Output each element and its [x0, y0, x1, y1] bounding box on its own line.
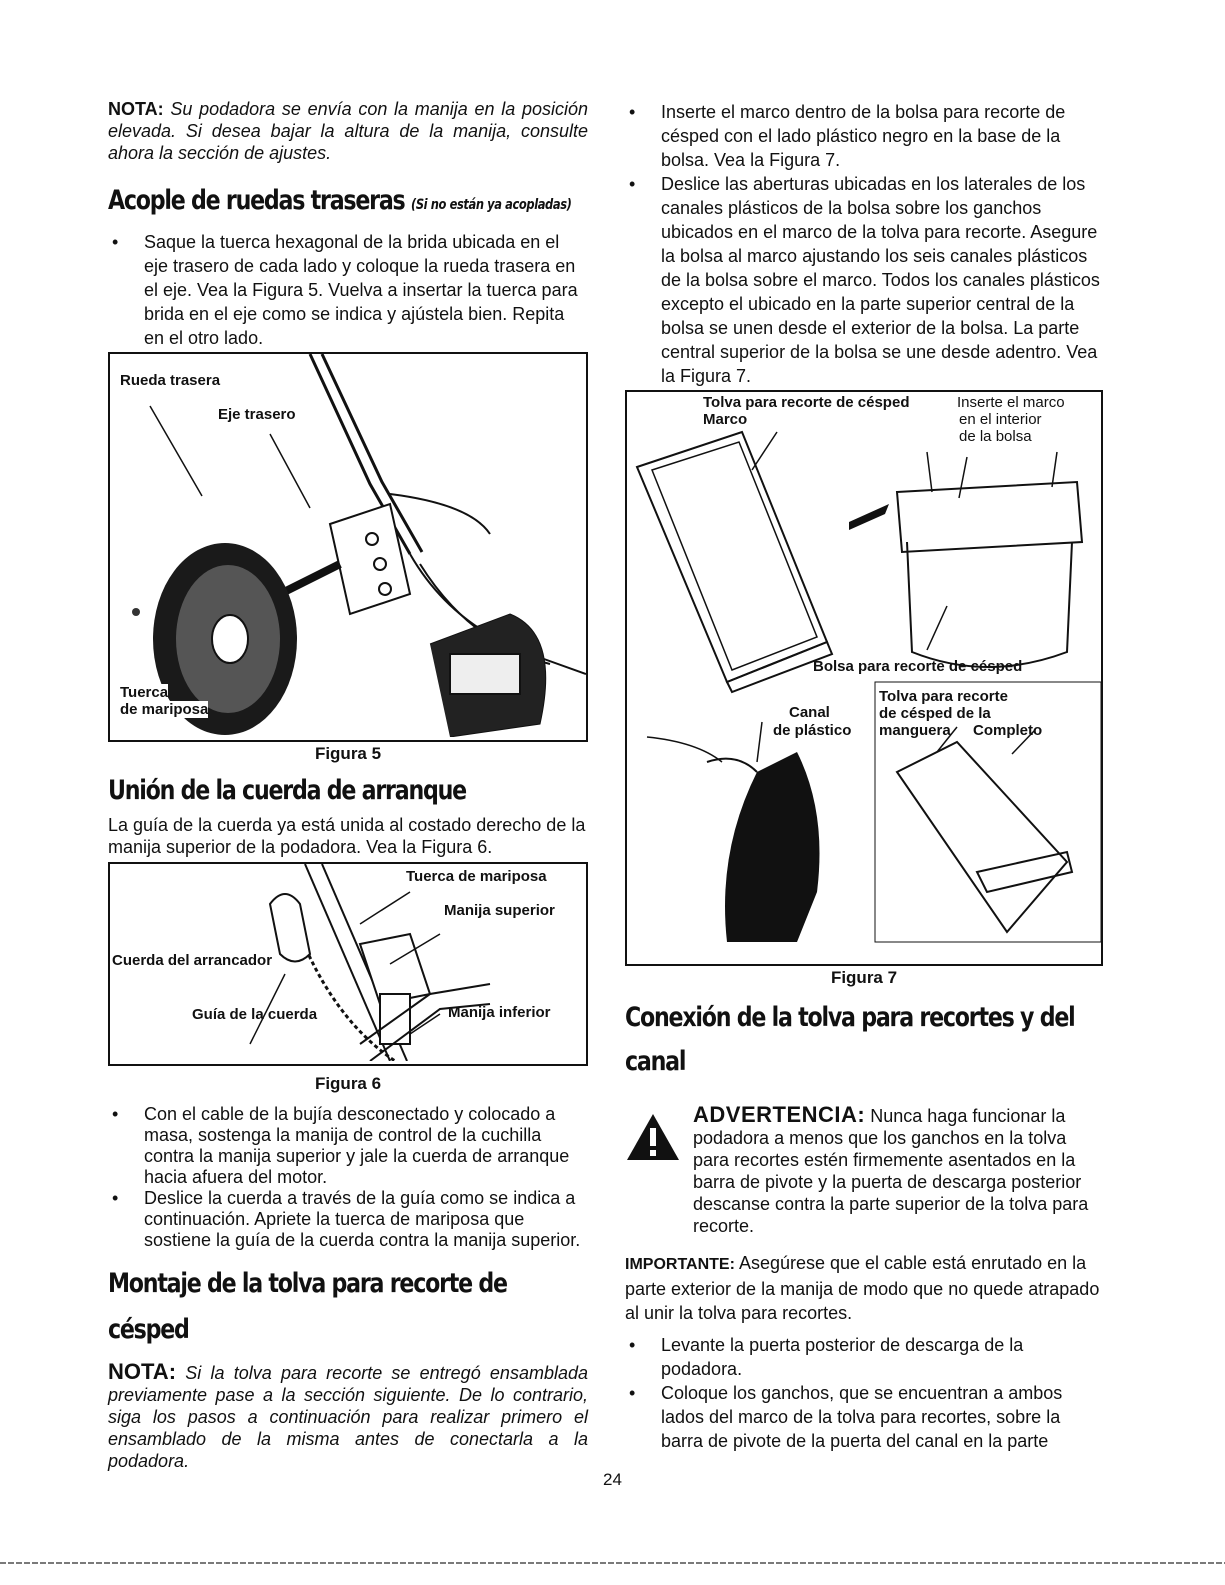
- label-tuerca: Tuerca: [120, 684, 169, 701]
- list-item: • Saque la tuerca hexagonal de la brida ubicada en el eje trasero de cada lado y coloque la rueda trasera en el eje. Vea la Figura 5. Vuelva a insertar la tuerca para brida en el eje como se indica y ajústela bien. Repita en el otro lado.: [108, 230, 588, 350]
- heading-rear-wheels-note: (Si no están ya acopladas): [410, 197, 572, 213]
- list-item: • Levante la puerta posterior de descarga de la podadora.: [625, 1333, 1103, 1381]
- label-bolsa-recorte: Bolsa para recorte de césped: [813, 658, 1023, 675]
- figure-7: [625, 390, 1103, 966]
- list-item: • Inserte el marco dentro de la bolsa para recorte de césped con el lado plástico negro en la base de la bolsa. Vea la Figura 7.: [625, 100, 1103, 172]
- starter-rope-steps: [108, 1104, 588, 1251]
- bag-illustration: [627, 392, 1101, 961]
- label-manguera: manguera: [879, 722, 951, 739]
- list-item: • Con el cable de la bujía desconectado y colocado a masa, sostenga la manija de control de la cuchilla contra la manija superior y jale la cuerda de arranque hacia afuera del motor.: [108, 1104, 588, 1188]
- importante-note: [625, 1251, 1103, 1325]
- list-item: • Deslice las aberturas ubicadas en los laterales de los canales plásticos de la bolsa sobre los ganchos ubicados en el marco de la tolva para recorte. Asegure la bolsa al marco ajustando los seis canales plásticos de la bolsa sobre el marco. Todos los canales plásticos excepto el ubicado en la parte superior central de la bolsa se unen desde el exterior de la bolsa. La parte central superior de la bolsa se une desde adentro. Vea la Figura 7.: [625, 172, 1103, 388]
- label-tuerca-mariposa: Tuerca de mariposa: [406, 868, 547, 885]
- bag-steps: [625, 100, 1103, 388]
- warning-triangle-icon: [625, 1112, 681, 1162]
- chute-steps: [625, 1333, 1103, 1453]
- figure-6: [108, 862, 588, 1066]
- label-cuerda-arrancador: Cuerda del arrancador: [112, 952, 273, 969]
- label-inserte-marco: Inserte el marco: [957, 394, 1065, 411]
- rear-wheels-steps: [108, 230, 588, 350]
- label-tolva-recorte: Tolva para recorte de césped: [703, 394, 910, 411]
- figure-5-caption: Figura 5: [314, 744, 382, 763]
- label-manija-inferior: Manija inferior: [448, 1004, 551, 1021]
- warning-block: [625, 1104, 1103, 1237]
- importante-text: Asegúrese que el cable está enrutado en la parte exterior de la manija de modo que no quede atrapado al unir la tolva para recortes.: [625, 1253, 1100, 1323]
- label-marco: Marco: [703, 411, 748, 428]
- nota-bag: [108, 1361, 588, 1472]
- heading-starter-rope: Unión de la cuerda de arranque: [108, 775, 466, 806]
- label-de-la-bolsa: de la bolsa: [959, 428, 1032, 445]
- label-eje-trasero: Eje trasero: [218, 406, 296, 423]
- figure-5: [108, 352, 588, 742]
- heading-rear-wheels-text: Acople de ruedas traseras: [108, 185, 405, 216]
- left-column: [108, 98, 588, 1472]
- label-tolva-recorte-2: Tolva para recorte: [879, 688, 1008, 705]
- figure-7-caption: Figura 7: [830, 968, 898, 987]
- label-de-plastico: de plástico: [773, 722, 852, 739]
- page-number: 24: [603, 1470, 622, 1489]
- label-de-mariposa: de mariposa: [120, 701, 209, 718]
- heading-chute-connection: Conexión de la tolva para recortes y del canal: [625, 1002, 1075, 1077]
- nota-text: Su podadora se envía con la manija en la posición elevada. Si desea bajar la altura de la manija, consulte ahora la sección de ajustes.: [108, 99, 588, 163]
- label-en-interior: en el interior: [959, 411, 1042, 428]
- label-de-cesped-de-la: de césped de la: [879, 705, 991, 722]
- bottom-rule: [0, 1562, 1225, 1564]
- list-item: • Deslice la cuerda a través de la guía como se indica a continuación. Apriete la tuerca de mariposa que sostiene la guía de la cuerda contra la manija superior.: [108, 1188, 588, 1251]
- right-column: [625, 98, 1103, 1453]
- importante-label: IMPORTANTE:: [625, 1256, 735, 1273]
- label-completo: Completo: [973, 722, 1043, 739]
- label-canal: Canal: [789, 704, 830, 721]
- heading-rear-wheels: [108, 178, 572, 228]
- nota-label: NOTA:: [108, 1359, 177, 1384]
- label-guia-cuerda: Guía de la cuerda: [192, 1006, 318, 1023]
- list-item: • Coloque los ganchos, que se encuentran a ambos lados del marco de la tolva para recortes, sobre la barra de pivote de la puerta del canal en la parte: [625, 1381, 1103, 1453]
- heading-bag-assembly: Montaje de la tolva para recorte de césped: [108, 1268, 507, 1345]
- warning-text: Nunca haga funcionar la podadora a menos que los ganchos en la tolva para recortes estén firmemente asentados en la barra de pivote y la puerta de descarga posterior descanse contra la parte superior de la tolva para recorte.: [693, 1106, 1089, 1236]
- label-manija-superior: Manija superior: [444, 902, 555, 919]
- nota-handle: [108, 98, 588, 164]
- warning-title: ADVERTENCIA:: [693, 1102, 866, 1127]
- figure-6-caption: Figura 6: [314, 1074, 382, 1093]
- starter-rope-intro: La guía de la cuerda ya está unida al costado derecho de la manija superior de la podadora. Vea la Figura 6.: [108, 815, 586, 857]
- label-rueda-trasera: Rueda trasera: [120, 372, 221, 389]
- nota-label: NOTA:: [108, 99, 164, 119]
- rear-wheel-illustration: [110, 354, 586, 737]
- nota-text: Si la tolva para recorte se entregó ensamblada previamente pase a la sección siguiente. De lo contrario, siga los pasos a continuación para realizar primero el ensamblado de la misma antes de conectarla a la podadora.: [108, 1363, 588, 1471]
